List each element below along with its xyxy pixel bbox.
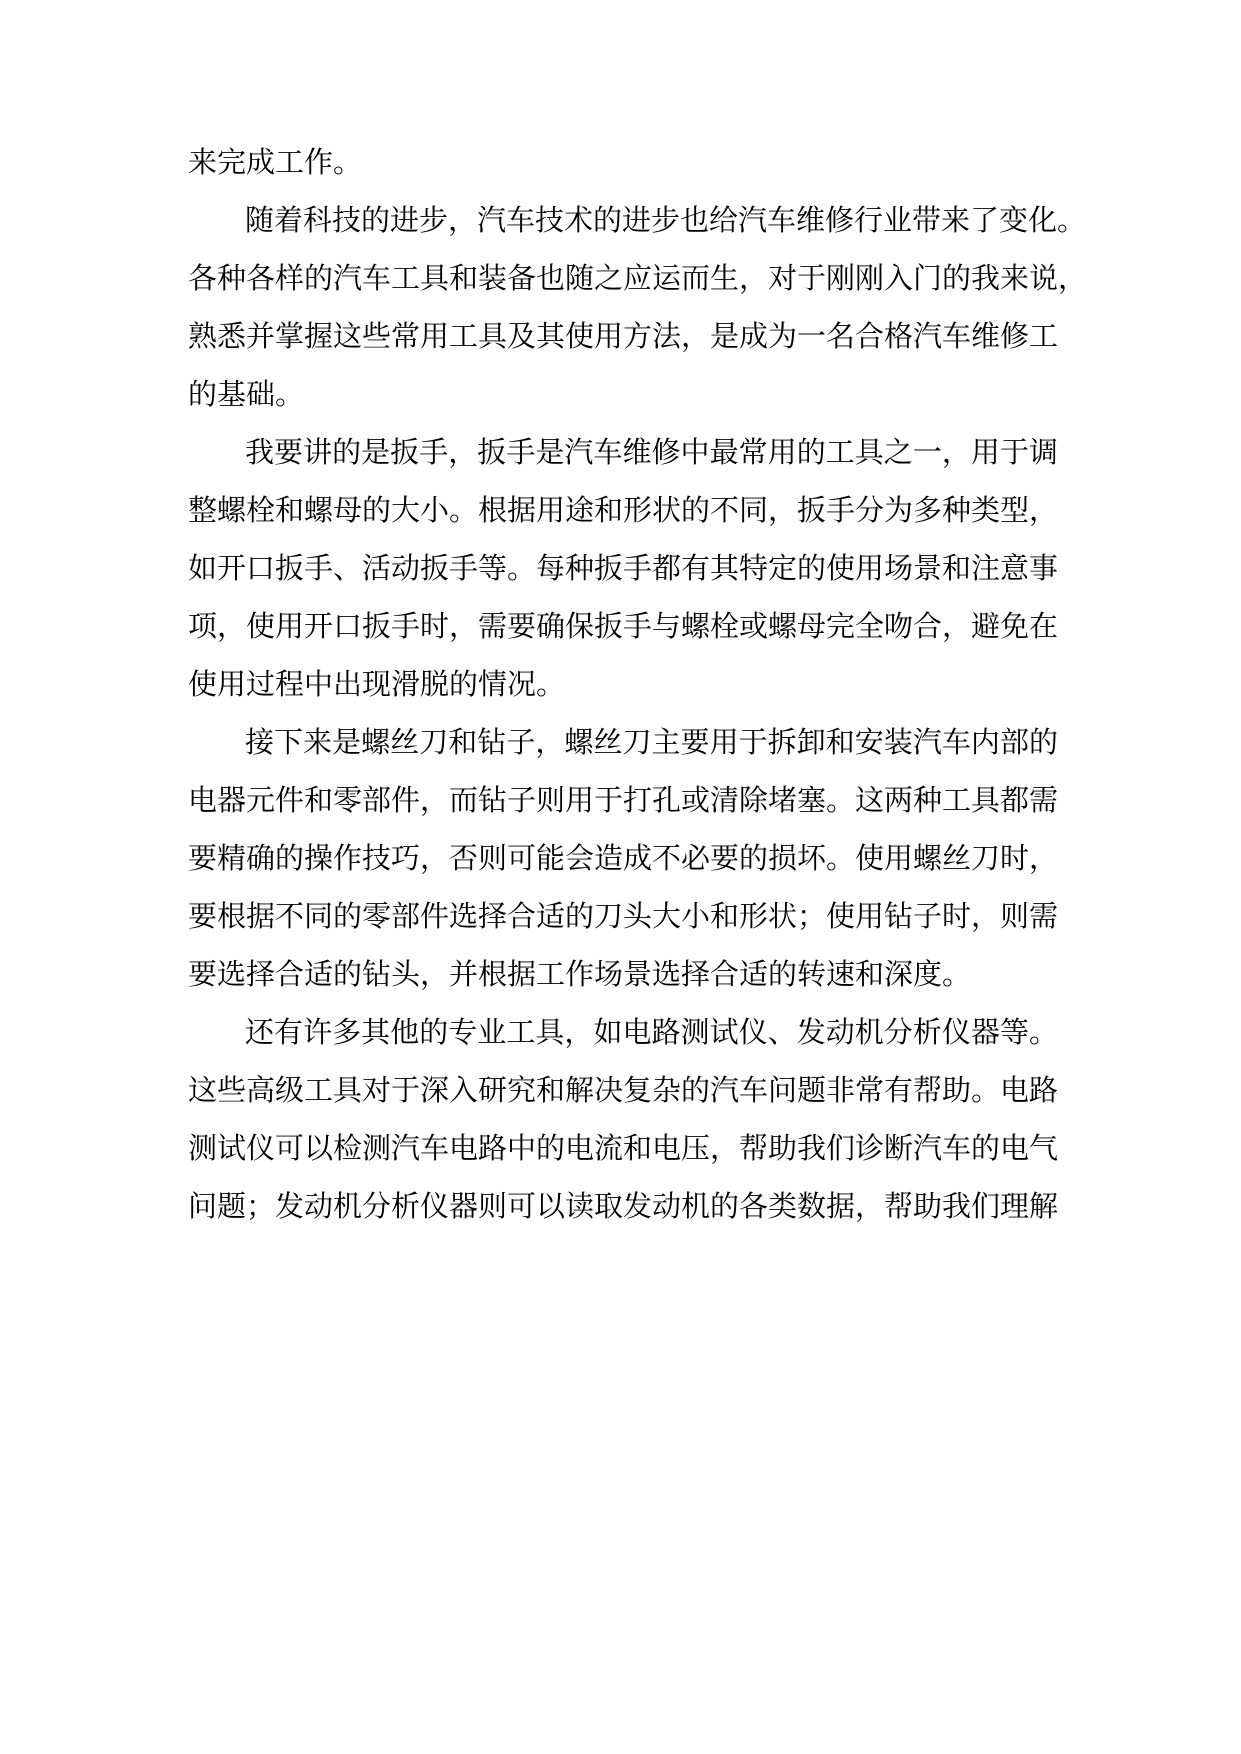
text-line: 要根据不同的零部件选择合适的刀头大小和形状；使用钻子时，则需 (188, 899, 1059, 933)
text-line: 要精确的操作技巧，否则可能会造成不必要的损坏。使用螺丝刀时， (188, 841, 1059, 875)
text-line: 熟悉并掌握这些常用工具及其使用方法，是成为一名合格汽车维修工 (188, 319, 1059, 353)
text-line: 使用过程中出现滑脱的情况。 (188, 667, 566, 701)
text-line: 要选择合适的钻头，并根据工作场景选择合适的转速和深度。 (188, 957, 972, 991)
text-line: 我要讲的是扳手，扳手是汽车维修中最常用的工具之一，用于调 (245, 435, 1058, 469)
text-line: 接下来是螺丝刀和钻子，螺丝刀主要用于拆卸和安装汽车内部的 (245, 725, 1058, 759)
text-line: 整螺栓和螺母的大小。根据用途和形状的不同，扳手分为多种类型， (188, 493, 1059, 527)
text-line: 这些高级工具对于深入研究和解决复杂的汽车问题非常有帮助。电路 (188, 1073, 1059, 1107)
text-line: 各种各样的汽车工具和装备也随之应运而生，对于刚刚入门的我来说， (188, 261, 1088, 295)
text-line: 还有许多其他的专业工具，如电路测试仪、发动机分析仪器等。 (245, 1015, 1058, 1049)
text-line: 测试仪可以检测汽车电路中的电流和电压，帮助我们诊断汽车的电气 (188, 1131, 1059, 1165)
text-line: 随着科技的进步，汽车技术的进步也给汽车维修行业带来了变化。 (245, 203, 1087, 237)
text-line: 来完成工作。 (188, 145, 363, 179)
text-line: 如开口扳手、活动扳手等。每种扳手都有其特定的使用场景和注意事 (188, 551, 1059, 585)
text-line: 的基础。 (188, 377, 305, 411)
text-line: 问题；发动机分析仪器则可以读取发动机的各类数据，帮助我们理解 (188, 1189, 1059, 1223)
text-line: 项，使用开口扳手时，需要确保扳手与螺栓或螺母完全吻合，避免在 (188, 609, 1059, 643)
text-line: 电器元件和零部件，而钻子则用于打孔或清除堵塞。这两种工具都需 (188, 783, 1059, 817)
